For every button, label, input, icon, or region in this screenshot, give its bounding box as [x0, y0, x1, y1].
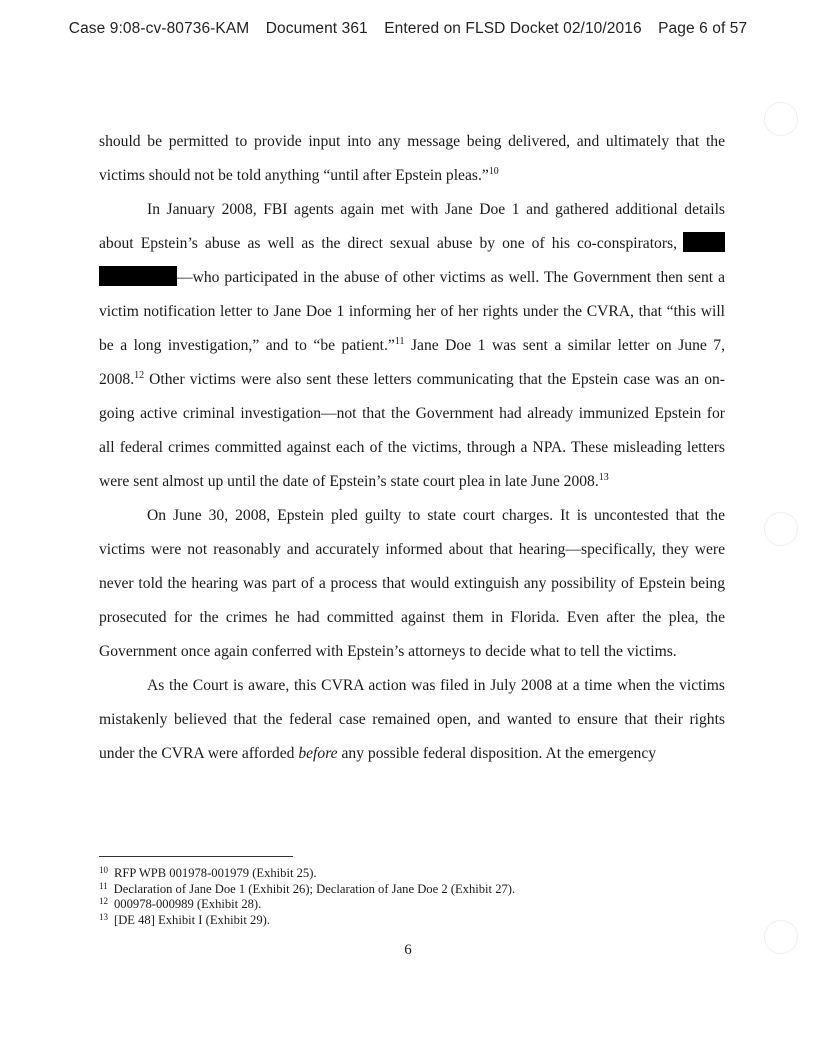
document-number: Document 361	[265, 20, 368, 37]
footnote-ref-11: 11	[394, 336, 405, 347]
paragraph-2: In January 2008, FBI agents again met with Jane Doe 1 and gathered additional details about Epstein’s abuse as well as the direct sexual abuse by one of his co-conspirators, —who participated in the abuse of other victims as well. The Government then sent a victim notification letter to Jane Doe 1 informing her of her rights under the CVRA, that “this will be a long investigation,” and to “be patient.”$^{11}$ Jane Doe 1 was sent a similar letter on June 7, 2008.12 Other victims were also sent these letters communicating that the Epstein case was an on-going active criminal investigation—not that the Government had already immunized Epstein for all federal crimes committed against each of the victims, through a NPA. These misleading letters were sent almost up until the date of Epstein’s state court plea in late June 2008.13	[99, 201, 725, 490]
footnote-10: $^{10}$ RFP WPB 001978-001979 (Exhibit 25).	[99, 865, 317, 880]
emphasis-before: before	[298, 745, 338, 762]
body-text	[99, 125, 725, 771]
paragraph-3: On June 30, 2008, Epstein pled guilty to state court charges. It is uncontested that the victims were not reasonably and accurately informed about that hearing—specifically, they were never told the hearing was part of a process that would extinguish any possibility of Epstein being prosecuted for the crimes he had committed against them in Florida. Even after the plea, the Government once again conferred with Epstein’s attorneys to decide what to tell the victims.	[99, 507, 725, 660]
footnote-separator	[99, 856, 293, 857]
footnote-11: $^{11}$ Declaration of Jane Doe 1 (Exhibit 26); Declaration of Jane Doe 2 (Exhibit 27).	[99, 880, 516, 896]
footnote-ref-10: 10	[488, 166, 499, 177]
footnote-ref-12: 12	[134, 370, 145, 381]
page-indicator: Page 6 of 57	[658, 20, 748, 37]
redaction-block	[99, 266, 177, 286]
footnote-12: $^{12}$ 000978-000989 (Exhibit 28).	[99, 896, 262, 911]
case-number: Case 9:08-cv-80736-KAM	[68, 20, 250, 37]
docket-header	[0, 20, 816, 38]
paragraph-1: should be permitted to provide input into any message being delivered, and ultimately that the victims should not be told anything “until after Epstein pleas.”$^{10}$	[99, 133, 725, 184]
paragraph-4: As the Court is aware, this CVRA action was filed in July 2008 at a time when the victims mistakenly believed that the federal case remained open, and wanted to ensure that their rights under the CVRA were afforded before any possible federal disposition. At the emergency	[99, 677, 725, 762]
redaction-block	[683, 232, 725, 252]
footnote-ref-13: 13	[598, 472, 609, 483]
page-number: 6	[404, 942, 412, 958]
scan-hole-mark	[764, 512, 798, 546]
scan-hole-mark	[764, 102, 798, 136]
docket-entry: Entered on FLSD Docket 02/10/2016	[384, 20, 642, 37]
footnotes	[99, 866, 725, 928]
scan-hole-mark	[764, 920, 798, 954]
footnote-13: $^{13}$ [DE 48] Exhibit I (Exhibit 29).	[99, 911, 270, 927]
